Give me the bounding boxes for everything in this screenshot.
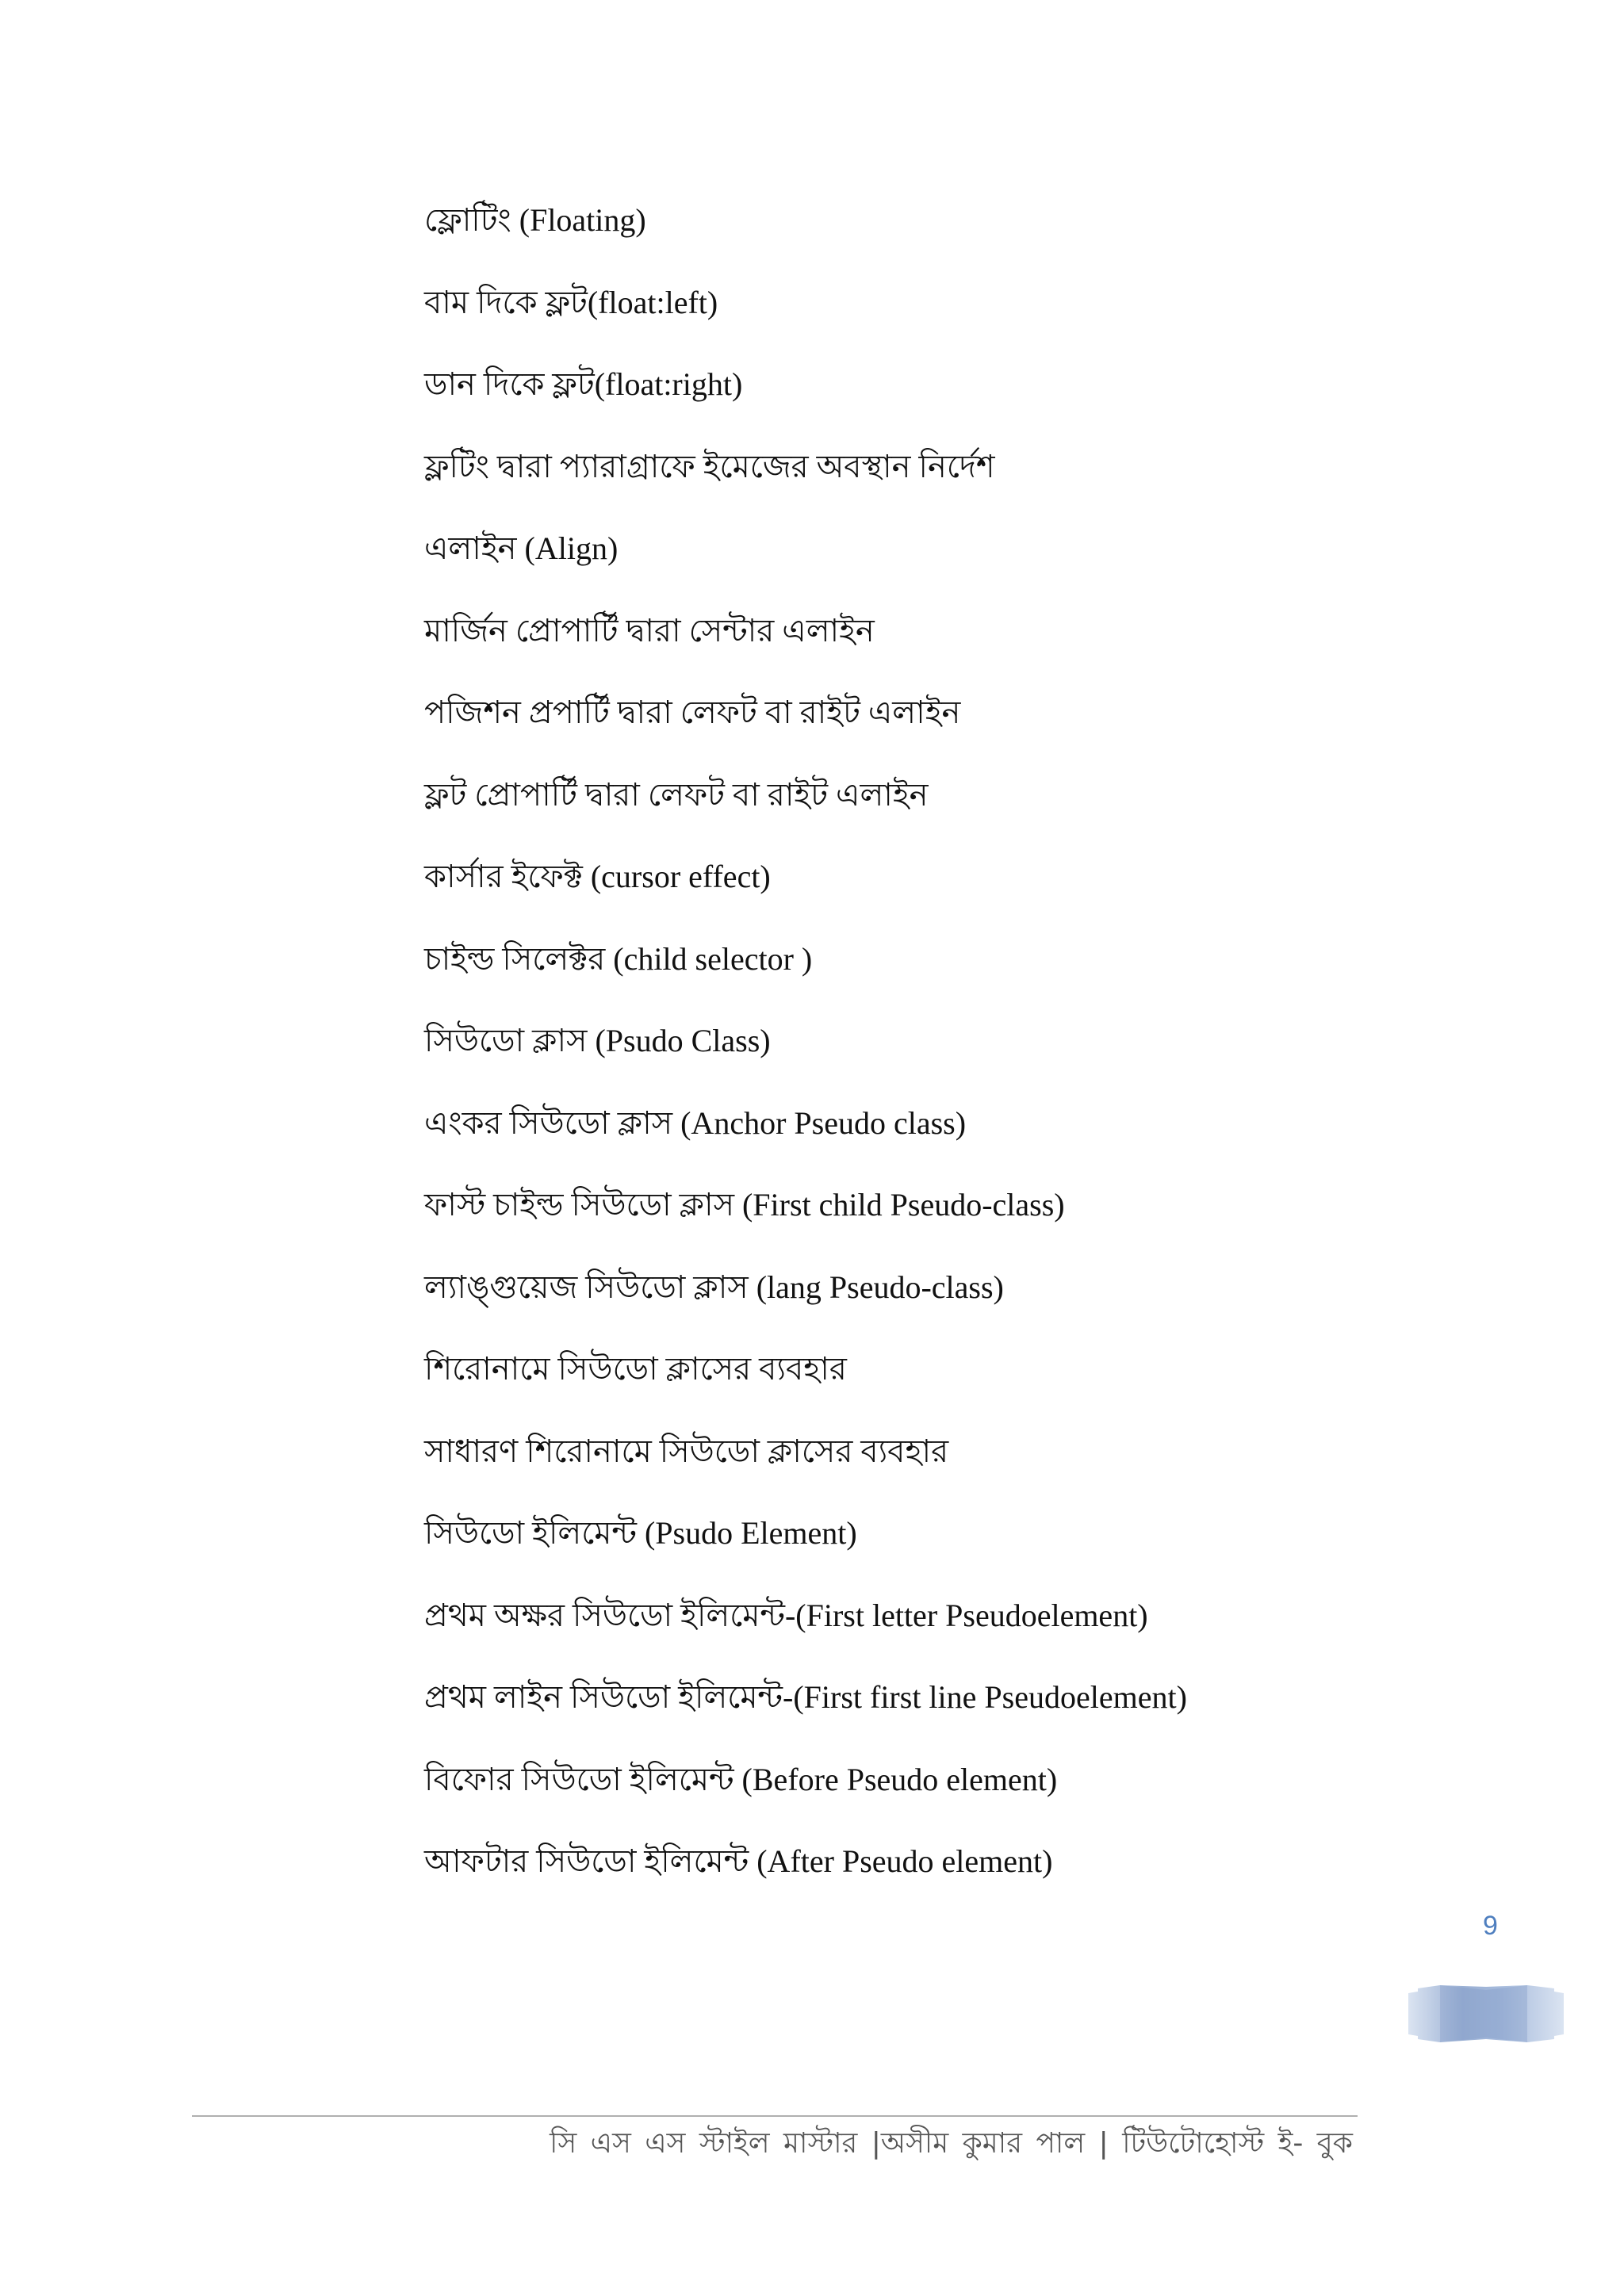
toc-item-first-child-pseudo-class: ফাস্ট চাইল্ড সিউডো ক্লাস (First child Pseudo-class) [424,1187,1065,1223]
toc-item-before-pseudo-element: বিফোর সিউডো ইলিমেন্ট (Before Pseudo element) [424,1761,1058,1797]
toc-item-pseudo-class-in-headings: শিরোনামে সিউডো ক্লাসের ব্যবহার [424,1351,847,1387]
toc-item-child-selector: চাইল্ড সিলেক্টর (child selector ) [424,940,813,977]
footer-book-info: সি এস এস স্টাইল মাস্টার |অসীম কুমার পাল | টিউটোহোস্ট ই- বুক [550,2127,1353,2160]
toc-item-pseudo-class-in-general-headings: সাধারণ শিরোনামে সিউডো ক্লাসের ব্যবহার [424,1433,949,1469]
toc-item-first-letter-pseudo-element: প্রথম অক্ষর সিউডো ইলিমেন্ট-(First letter Pseudoelement) [424,1597,1148,1633]
toc-item-floating: ফ্লোটিং (Floating) [424,202,646,238]
table-of-contents [424,190,1534,1914]
toc-item-lang-pseudo-class: ল্যাঙ্গুয়েজ সিউডো ক্লাস (lang Pseudo-class) [424,1269,1004,1305]
toc-item-float-left-right-align: ফ্লট প্রোপার্টি দ্বারা লেফট বা রাইট এলাইন [424,776,929,813]
toc-item-cursor-effect: কার্সার ইফেক্ট (cursor effect) [424,859,771,894]
toc-item-anchor-pseudo-class: এংকর সিউডো ক্লাস (Anchor Pseudo class) [424,1104,967,1141]
toc-item-margin-center-align: মার্জিন প্রোপার্টি দ্বারা সেন্টার এলাইন [424,612,875,649]
toc-item-align: এলাইন (Align) [424,530,619,566]
toc-item-after-pseudo-element: আফটার সিউডো ইলিমেন্ট (After Pseudo element) [424,1843,1053,1879]
page-number: 9 [1483,1911,1498,1941]
toc-item-pseudo-class: সিউডো ক্লাস (Psudo Class) [424,1023,771,1058]
toc-item-pseudo-element: সিউডো ইলিমেন্ট (Psudo Element) [424,1515,857,1551]
toc-item-float-image-position: ফ্লটিং দ্বারা প্যারাগ্রাফে ইমেজের অবস্থান নির্দেশ [424,448,995,484]
footer-divider [192,2115,1358,2117]
toc-item-float-left: বাম দিকে ফ্লট(float:left) [424,284,718,320]
toc-item-position-left-right-align: পজিশন প্রপার্টি দ্বারা লেফট বা রাইট এলাইন [424,695,961,730]
corner-ribbon-decoration [1408,1982,1564,2045]
toc-item-first-line-pseudo-element: প্রথম লাইন সিউডো ইলিমেন্ট-(First first line Pseudoelement) [424,1679,1187,1715]
toc-item-float-right: ডান দিকে ফ্লট(float:right) [424,366,743,402]
